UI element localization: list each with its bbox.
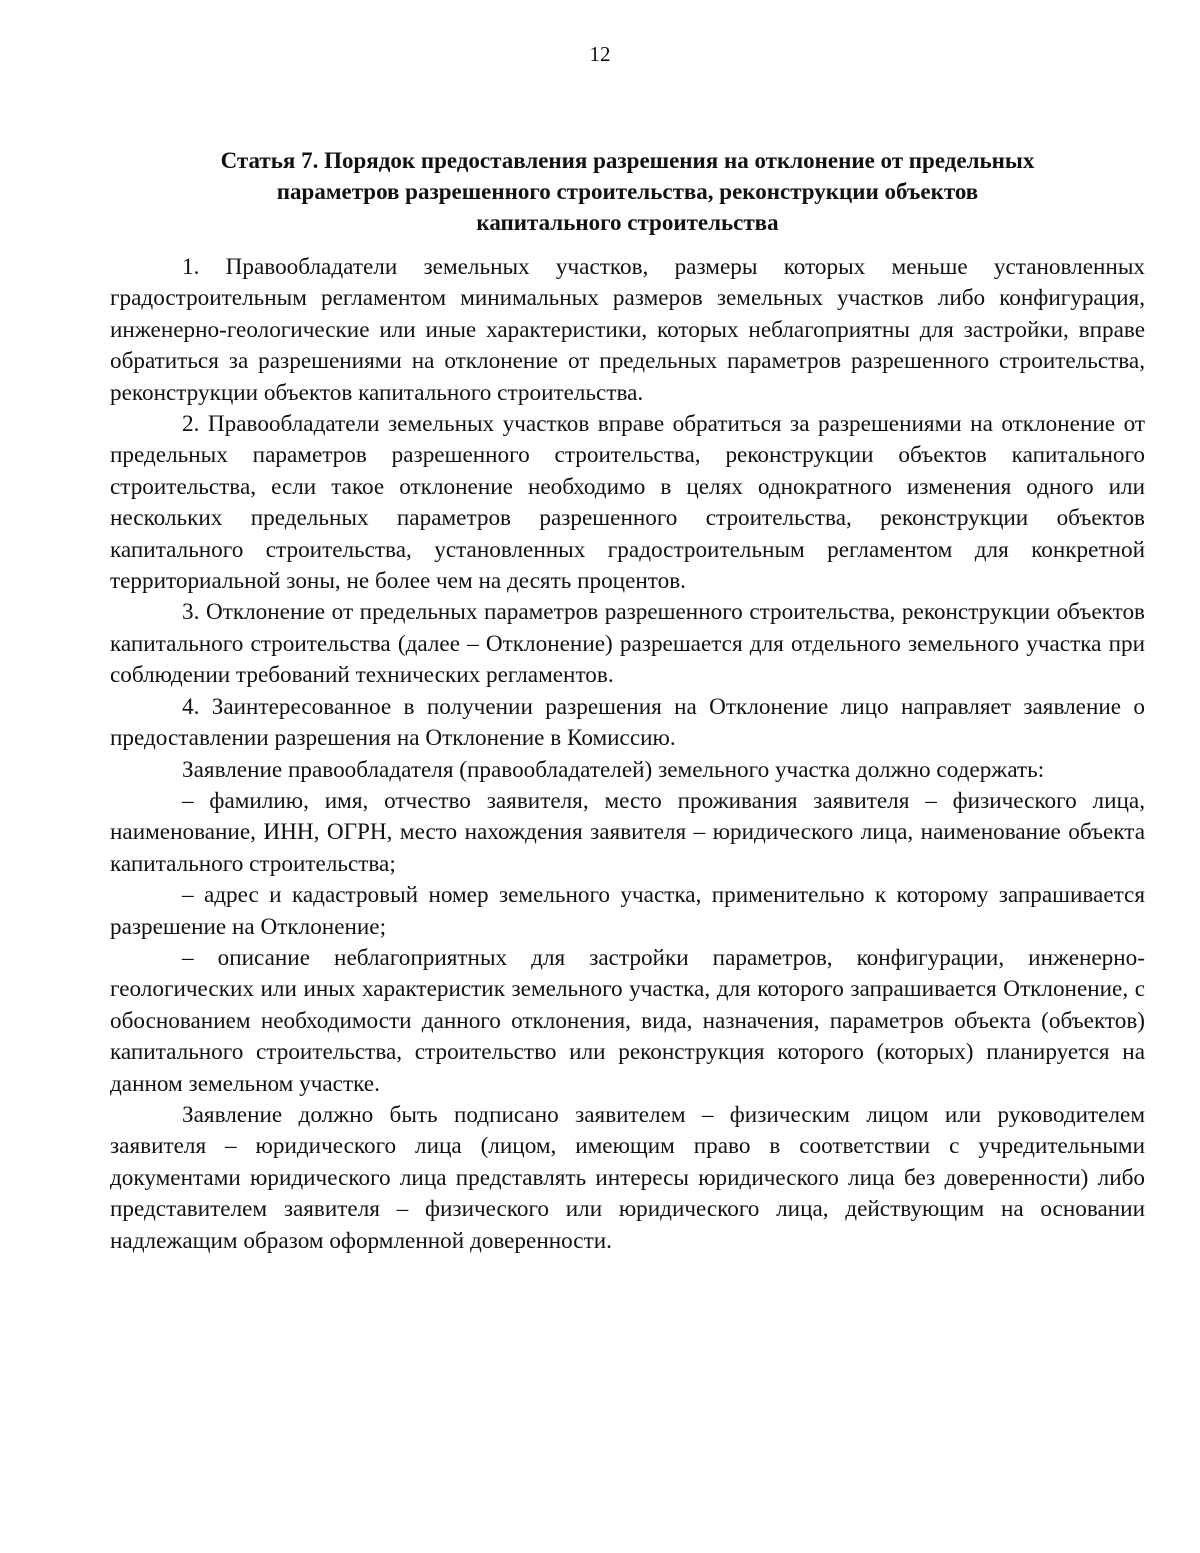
article-title-line: капитального строительства <box>476 210 779 235</box>
paragraph-1: 1. Правообладатели земельных участков, размеры которых меньше установленных градостроительным регламентом минимальных размеров земельных участков либо конфигурация, инженерно-геологические или иные характеристики, которых неблагоприятны для застройки, вправе обратиться за разрешениями на отклонение от предельных параметров разрешенного строительства, реконструкции объектов капитального строительства. <box>110 254 1145 406</box>
article-title-line: Статья 7. Порядок предоставления разрешения на отклонение от предельных <box>220 148 1035 173</box>
paragraph-2: 2. Правообладатели земельных участков вправе обратиться за разрешениями на отклонение от предельных параметров разрешенного строительства, реконструкции объектов капитального строительства, если такое отклонение необходимо в целях однократного изменения одного или нескольких предельных параметров разрешенного строительства, реконструкции объектов капитального строительства, установленных градостроительным регламентом для конкретной территориальной зоны, не более чем на десять процентов. <box>110 411 1145 595</box>
list-item-land-plot-address: – адрес и кадастровый номер земельного участка, применительно к которому запрашивается разрешение на Отклонение; <box>110 882 1145 940</box>
article-title-line: параметров разрешенного строительства, реконструкции объектов <box>276 179 979 204</box>
article-title <box>110 145 1145 238</box>
paragraph-3: 3. Отклонение от предельных параметров разрешенного строительства, реконструкции объектов капитального строительства (далее – Отклонение) разрешается для отдельного земельного участка при соблюдении требований технических регламентов. <box>110 599 1145 689</box>
list-item-unfavorable-parameters: – описание неблагоприятных для застройки параметров, конфигурации, инженерно-геологических или иных характеристик земельного участка, для которого запрашивается Отклонение, с обоснованием необходимости данного отклонения, вида, назначения, параметров объекта (объектов) капитального строительства, строительство или реконструкция которого (которых) планируется на данном земельном участке. <box>110 944 1145 1097</box>
page-number: 12 <box>589 42 611 66</box>
article-body <box>110 252 1145 1257</box>
signature-requirement-paragraph: Заявление должно быть подписано заявителем – физическим лицом или руководителем заявителя – юридического лица (лицом, имеющим право в соответствии с учредительными документами юридического лица представлять интересы юридического лица без доверенности) либо представителем заявителя – физического или юридического лица, действующим на основании надлежащим образом оформленной доверенности. <box>110 1101 1145 1254</box>
paragraph-4: 4. Заинтересованное в получении разрешения на Отклонение лицо направляет заявление о предоставлении разрешения на Отклонение в Комиссию. <box>110 693 1145 752</box>
list-item-applicant-details: – фамилию, имя, отчество заявителя, место проживания заявителя – физического лица, наименование, ИНН, ОГРН, место нахождения заявителя – юридического лица, наименование объекта капитального строительства; <box>110 787 1145 877</box>
application-contents-intro: Заявление правообладателя (правообладателей) земельного участка должно содержать: <box>182 756 1045 783</box>
